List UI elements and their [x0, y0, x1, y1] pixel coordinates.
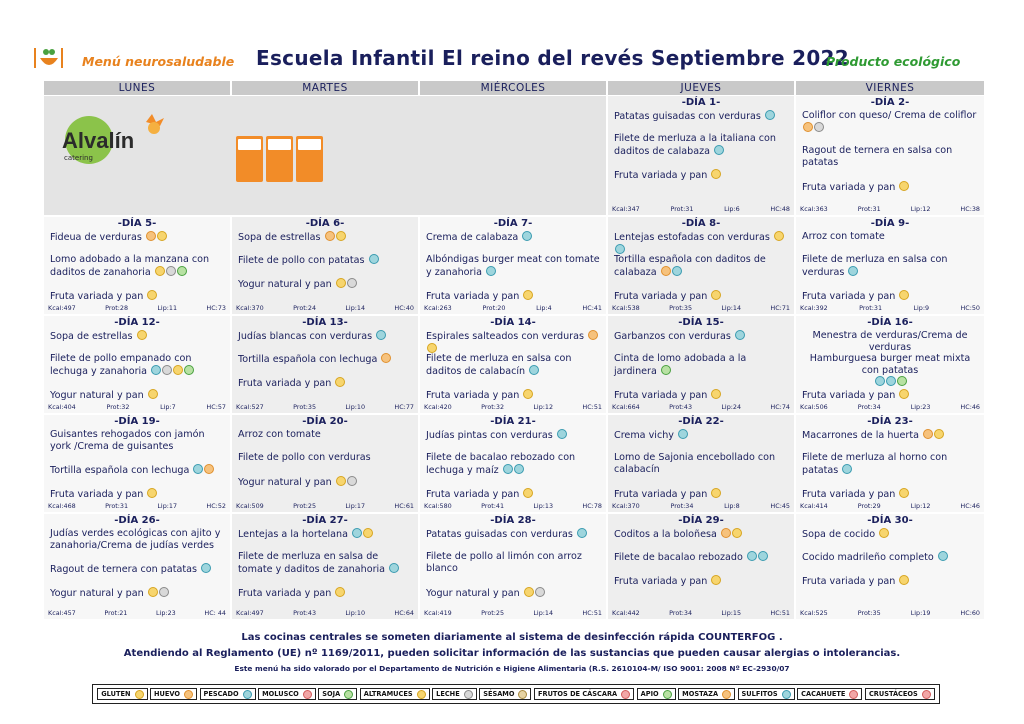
nutrition-row: Kcal:538 Prot:35 Lip:14 HC:71: [612, 304, 790, 312]
dish-2: Hamburguesa burger meat mixta con patatas: [802, 353, 978, 389]
day-cell: [420, 316, 606, 413]
dish-3: Fruta variada y pan: [614, 169, 788, 182]
day-number: -DÍA 27-: [302, 515, 348, 526]
day-cell: [44, 217, 230, 314]
dish-1: Judías verdes ecológicas con ajito y zanahoria/Crema de judías verdes: [50, 528, 221, 551]
dish-2: Filete de bacalao rebozado con lechuga y maíz: [426, 452, 576, 476]
fish-allergen-icon: [503, 464, 513, 474]
legend-fish: PESCADO: [200, 688, 256, 700]
nutrition-row: Kcal:457 Prot:21 Lip:23 HC: 44: [48, 609, 226, 617]
gluten-allergen-icon: [157, 231, 167, 241]
egg-allergen-icon: [721, 528, 731, 538]
dish-3: Fruta variada y pan: [802, 575, 978, 588]
day-number: -DÍA 5-: [117, 218, 157, 229]
egg-icon: [184, 690, 193, 699]
dish-1: Coliflor con queso/ Crema de coliflor: [802, 110, 978, 134]
day-cell: [44, 415, 230, 512]
day-cell: [420, 217, 606, 314]
gluten-allergen-icon: [148, 587, 158, 597]
day-number: -DÍA 22-: [678, 416, 724, 427]
soy-allergen-icon: [177, 266, 187, 276]
fish-allergen-icon: [151, 365, 161, 375]
egg-allergen-icon: [588, 330, 598, 340]
day-number: -DÍA 13-: [302, 317, 348, 328]
day-number: -DÍA 28-: [490, 515, 536, 526]
crustaceans-icon: [922, 690, 931, 699]
dish-1: Lentejas a la hortelana: [238, 528, 412, 541]
gluten-allergen-icon: [336, 231, 346, 241]
day-number: -DÍA 21-: [490, 416, 536, 427]
gluten-allergen-icon: [137, 330, 147, 340]
fish-allergen-icon: [577, 528, 587, 538]
day-number: -DÍA 30-: [867, 515, 913, 526]
day-number: -DÍA 19-: [114, 416, 160, 427]
legend-gluten: GLUTEN: [97, 688, 147, 700]
nutrition-department-note: Este menú ha sido valorado por el Departamento de Nutrición e Higiene Alimentaria (R.S. 2610104-M/ ISO 9001: 2008 Nº EC-2930/07: [234, 664, 790, 673]
dish-3: Yogur natural y pan: [238, 278, 412, 291]
day-cell: [608, 217, 794, 314]
applus-badge: [236, 136, 263, 182]
gluten-allergen-icon: [147, 488, 157, 498]
gluten-allergen-icon: [155, 266, 165, 276]
day-number: -DÍA 16-: [867, 317, 913, 328]
dish-2: Ragout de ternera en salsa con patatas: [802, 145, 953, 168]
day-cell: [608, 316, 794, 413]
dish-3: Fruta variada y pan: [426, 290, 600, 303]
gluten-allergen-icon: [899, 575, 909, 585]
dish-1: Sopa de estrellas: [238, 231, 412, 244]
fish-allergen-icon: [842, 464, 852, 474]
soy-allergen-icon: [184, 365, 194, 375]
fish-allergen-icon: [193, 464, 203, 474]
dish-1: Fideua de verduras: [50, 231, 224, 244]
day-cell: [44, 316, 230, 413]
legend-milk: LECHE: [432, 688, 477, 700]
peanut-icon: [849, 690, 858, 699]
fish-allergen-icon: [938, 551, 948, 561]
nutrition-row: Kcal:506 Prot:34 Lip:23 HC:46: [800, 403, 980, 411]
dish-1: Patatas guisadas con verduras: [614, 110, 788, 123]
menu-header: [30, 42, 980, 82]
day-cell: [608, 415, 794, 512]
fish-allergen-icon: [529, 365, 539, 375]
dish-2: Cinta de lomo adobada a la jardinera: [614, 353, 747, 377]
gluten-allergen-icon: [732, 528, 742, 538]
dish-1: Crema vichy: [614, 429, 788, 442]
day-cell: [796, 217, 984, 314]
dish-3: Fruta variada y pan: [614, 389, 788, 402]
dish-2: Filete de bacalao rebozado: [614, 551, 788, 564]
nutrition-row: Kcal:527 Prot:35 Lip:10 HC:77: [236, 403, 414, 411]
dish-1: Sopa de estrellas: [50, 330, 224, 343]
dish-1: Arroz con tomate: [238, 429, 321, 440]
day-number: -DÍA 26-: [114, 515, 160, 526]
milk-allergen-icon: [162, 365, 172, 375]
fish-allergen-icon: [615, 244, 625, 254]
day-number: -DÍA 8-: [681, 218, 721, 229]
fish-allergen-icon: [672, 266, 682, 276]
nutrition-row: Kcal:497 Prot:43 Lip:10 HC:64: [236, 609, 414, 617]
nutrition-row: Kcal:664 Prot:43 Lip:24 HC:74: [612, 403, 790, 411]
disinfection-note: Las cocinas centrales se someten diariamente al sistema de desinfección rápida COUNTERFOG .: [241, 632, 783, 643]
legend-peanut: CACAHUETE: [797, 688, 862, 700]
dish-2: Filete de pollo al limón con arroz blanco: [426, 551, 582, 574]
left-subtitle: Menú neurosaludable: [82, 54, 235, 69]
day-header-tuesday: MARTES: [232, 81, 418, 95]
dish-3: Yogur natural y pan: [50, 587, 224, 600]
dish-2: Ragout de ternera con patatas: [50, 563, 224, 576]
gluten-allergen-icon: [899, 488, 909, 498]
gluten-allergen-icon: [523, 488, 533, 498]
milk-allergen-icon: [166, 266, 176, 276]
dish-3: Yogur natural y pan: [426, 587, 600, 600]
fish-icon: [243, 690, 252, 699]
celery-icon: [663, 690, 672, 699]
fish-allergen-icon: [389, 563, 399, 573]
gluten-allergen-icon: [899, 389, 909, 399]
dish-2: Filete de merluza en salsa con verduras: [802, 254, 948, 278]
applus-badge: [296, 136, 323, 182]
fish-allergen-icon: [758, 551, 768, 561]
fish-allergen-icon: [765, 110, 775, 120]
sesame-icon: [518, 690, 527, 699]
nutrition-row: Kcal:509 Prot:25 Lip:17 HC:61: [236, 502, 414, 510]
nutrition-row: Kcal:370 Prot:34 Lip:8 HC:45: [612, 502, 790, 510]
dish-1: Menestra de verduras/Crema de verduras: [812, 330, 968, 353]
soy-allergen-icon: [661, 365, 671, 375]
gluten-allergen-icon: [148, 389, 158, 399]
nutrition-row: Kcal:420 Prot:32 Lip:12 HC:51: [424, 403, 602, 411]
menu-grid: [44, 81, 984, 619]
nutrition-row: Kcal:392 Prot:31 Lip:9 HC:50: [800, 304, 980, 312]
dish-3: Fruta variada y pan: [614, 290, 788, 303]
day-number: -DÍA 15-: [678, 317, 724, 328]
fish-allergen-icon: [735, 330, 745, 340]
gluten-allergen-icon: [899, 181, 909, 191]
dish-2: Lomo de Sajonia encebollado con calabacín: [614, 452, 776, 475]
dish-2: Filete de merluza a la italiana con daditos de calabaza: [614, 133, 776, 157]
fish-allergen-icon: [714, 145, 724, 155]
gluten-allergen-icon: [711, 290, 721, 300]
dish-1: Espirales salteados con verduras: [426, 330, 600, 355]
dish-1: Coditos a la boloñesa: [614, 528, 788, 541]
egg-allergen-icon: [381, 353, 391, 363]
fish-allergen-icon: [886, 376, 896, 386]
milk-allergen-icon: [814, 122, 824, 132]
dish-3: Fruta variada y pan: [50, 488, 224, 501]
nutrition-row: Kcal:363 Prot:31 Lip:12 HC:38: [800, 205, 980, 213]
dish-2: Filete de merluza en salsa con daditos de calabacín: [426, 353, 572, 377]
day-cell: [608, 96, 794, 215]
lupin-icon: [417, 690, 426, 699]
legend-mollusc: MOLUSCO: [258, 688, 316, 700]
nutrition-row: Kcal:263 Prot:20 Lip:4 HC:41: [424, 304, 602, 312]
day-cell: [796, 514, 984, 619]
dish-1: Macarrones de la huerta: [802, 429, 978, 442]
day-number: -DÍA 29-: [678, 515, 724, 526]
dish-3: Yogur natural y pan: [50, 389, 224, 402]
gluten-icon: [135, 690, 144, 699]
soy-icon: [344, 690, 353, 699]
dish-3: Fruta variada y pan: [802, 290, 978, 303]
dish-2: Filete de pollo con verduras: [238, 452, 371, 463]
day-cell: [796, 316, 984, 413]
right-subtitle: Producto ecológico: [826, 54, 961, 69]
dish-1: Judías pintas con verduras: [426, 429, 600, 442]
legend-soy: SOJA: [318, 688, 357, 700]
sulphites-icon: [782, 690, 791, 699]
gluten-allergen-icon: [899, 290, 909, 300]
nutrition-row: Kcal:370 Prot:24 Lip:14 HC:40: [236, 304, 414, 312]
day-cell: [44, 514, 230, 619]
nutrition-row: Kcal:525 Prot:35 Lip:19 HC:60: [800, 609, 980, 617]
day-number: -DÍA 1-: [681, 97, 721, 108]
nutrition-row: Kcal:497 Prot:28 Lip:11 HC:73: [48, 304, 226, 312]
day-cell: [796, 415, 984, 512]
dish-1: Guisantes rehogados con jamón york /Crema de guisantes: [50, 429, 205, 452]
gluten-allergen-icon: [711, 575, 721, 585]
day-cell: [232, 316, 418, 413]
day-number: -DÍA 23-: [867, 416, 913, 427]
day-number: -DÍA 12-: [114, 317, 160, 328]
fish-allergen-icon: [522, 231, 532, 241]
allergen-legend: [92, 684, 940, 704]
legend-egg: HUEVO: [150, 688, 197, 700]
dish-2: Cocido madrileño completo: [802, 551, 978, 564]
dish-3: Fruta variada y pan: [614, 488, 788, 501]
nutrition-row: Kcal:414 Prot:29 Lip:12 HC:46: [800, 502, 980, 510]
mollusc-icon: [303, 690, 312, 699]
day-cell: [420, 415, 606, 512]
day-header-friday: VIERNES: [796, 81, 984, 95]
nutrition-row: Kcal:419 Prot:25 Lip:14 HC:51: [424, 609, 602, 617]
mustard-icon: [722, 690, 731, 699]
fish-allergen-icon: [201, 563, 211, 573]
legend-sesame: SÉSAMO: [479, 688, 531, 700]
day-header-wednesday: MIÉRCOLES: [420, 81, 606, 95]
gluten-allergen-icon: [335, 587, 345, 597]
dish-3: Fruta variada y pan: [238, 587, 412, 600]
dish-1: Patatas guisadas con verduras: [426, 528, 600, 541]
dish-2: Albóndigas burger meat con tomate y zanahoria: [426, 254, 600, 278]
soy-allergen-icon: [897, 376, 907, 386]
alvalin-sub: catering: [64, 154, 93, 162]
cutlery-bowl-icon: [32, 46, 66, 72]
dish-2: Tortilla española con daditos de calabaza: [614, 254, 766, 278]
dish-3: Fruta variada y pan: [50, 290, 224, 303]
day-cell: [232, 514, 418, 619]
fish-allergen-icon: [369, 254, 379, 264]
dish-1: Judías blancas con verduras: [238, 330, 412, 343]
gluten-allergen-icon: [173, 365, 183, 375]
egg-allergen-icon: [204, 464, 214, 474]
day-cell: [796, 96, 984, 215]
day-number: -DÍA 2-: [870, 97, 910, 108]
dish-3: Fruta variada y pan: [802, 181, 978, 194]
dish-1: Arroz con tomate: [802, 231, 885, 242]
nutrition-row: Kcal:580 Prot:41 Lip:13 HC:78: [424, 502, 602, 510]
fish-allergen-icon: [486, 266, 496, 276]
fish-allergen-icon: [747, 551, 757, 561]
legend-celery: APIO: [637, 688, 676, 700]
dish-2: Tortilla española con lechuga: [238, 353, 412, 366]
dish-3: Fruta variada y pan: [802, 488, 978, 501]
egg-allergen-icon: [923, 429, 933, 439]
milk-allergen-icon: [159, 587, 169, 597]
gluten-allergen-icon: [774, 231, 784, 241]
egg-allergen-icon: [661, 266, 671, 276]
milk-allergen-icon: [347, 278, 357, 288]
gluten-allergen-icon: [335, 377, 345, 387]
legend-crustaceans: CRUSTÁCEOS: [865, 688, 935, 700]
gluten-allergen-icon: [523, 389, 533, 399]
fish-allergen-icon: [514, 464, 524, 474]
gluten-allergen-icon: [524, 587, 534, 597]
day-cell: [232, 217, 418, 314]
nutrition-row: Kcal:442 Prot:34 Lip:15 HC:51: [612, 609, 790, 617]
regulation-note: Atendiendo al Reglamento (UE) nº 1169/2011, pueden solicitar información de las sustancias que pueden causar alergias o intolerancias.: [123, 648, 901, 659]
gluten-allergen-icon: [711, 488, 721, 498]
legend-mustard: MOSTAZA: [678, 688, 735, 700]
day-number: -DÍA 9-: [870, 218, 910, 229]
dish-3: Fruta variada y pan: [238, 377, 412, 390]
dish-3: Fruta variada y pan: [614, 575, 788, 588]
gluten-allergen-icon: [363, 528, 373, 538]
dish-3: Fruta variada y pan: [802, 389, 978, 402]
fish-allergen-icon: [352, 528, 362, 538]
gluten-allergen-icon: [336, 278, 346, 288]
milk-allergen-icon: [347, 476, 357, 486]
gluten-allergen-icon: [711, 169, 721, 179]
fish-allergen-icon: [557, 429, 567, 439]
day-number: -DÍA 14-: [490, 317, 536, 328]
gluten-allergen-icon: [879, 528, 889, 538]
nutrition-row: Kcal:404 Prot:32 Lip:7 HC:57: [48, 403, 226, 411]
nutrition-row: Kcal:468 Prot:31 Lip:17 HC:52: [48, 502, 226, 510]
legend-lupin: ALTRAMUCES: [360, 688, 430, 700]
day-header-thursday: JUEVES: [608, 81, 794, 95]
dish-2: Lomo adobado a la manzana con daditos de zanahoria: [50, 254, 210, 278]
egg-allergen-icon: [325, 231, 335, 241]
gluten-allergen-icon: [336, 476, 346, 486]
gluten-allergen-icon: [523, 290, 533, 300]
day-cell: [608, 514, 794, 619]
legend-nuts: FRUTOS DE CÁSCARA: [534, 688, 634, 700]
milk-icon: [464, 690, 473, 699]
dish-2: Filete de pollo empanado con lechuga y zanahoria: [50, 353, 224, 377]
dish-1: Crema de calabaza: [426, 231, 600, 244]
day-cell: [420, 514, 606, 619]
dish-2: Filete de merluza al horno con patatas: [802, 452, 948, 476]
dish-3: Fruta variada y pan: [426, 389, 600, 402]
fish-allergen-icon: [376, 330, 386, 340]
day-header-monday: LUNES: [44, 81, 230, 95]
day-cell: [232, 415, 418, 512]
fish-allergen-icon: [848, 266, 858, 276]
applus-badge: [266, 136, 293, 182]
alvalin-brand: Alvalín: [62, 128, 135, 153]
page-title: Escuela Infantil El reino del revés Septiembre 2022: [256, 46, 849, 70]
fish-allergen-icon: [875, 376, 885, 386]
day-number: -DÍA 20-: [302, 416, 348, 427]
nutrition-row: Kcal:347 Prot:31 Lip:6 HC:48: [612, 205, 790, 213]
dish-2: Filete de merluza en salsa de tomate y daditos de zanahoria: [238, 551, 412, 575]
dish-2: Tortilla española con lechuga: [50, 464, 224, 477]
gluten-allergen-icon: [711, 389, 721, 399]
dish-1: Lentejas estofadas con verduras: [614, 231, 788, 256]
dish-3: Fruta variada y pan: [426, 488, 600, 501]
dish-1: Garbanzos con verduras: [614, 330, 788, 343]
gluten-allergen-icon: [934, 429, 944, 439]
dish-2: Filete de pollo con patatas: [238, 254, 412, 267]
certification-badges: [236, 136, 326, 188]
gluten-allergen-icon: [147, 290, 157, 300]
egg-allergen-icon: [803, 122, 813, 132]
day-number: -DÍA 7-: [493, 218, 533, 229]
dish-3: Yogur natural y pan: [238, 476, 412, 489]
gluten-allergen-icon: [427, 343, 437, 353]
milk-allergen-icon: [535, 587, 545, 597]
fish-allergen-icon: [678, 429, 688, 439]
nuts-icon: [621, 690, 630, 699]
legend-sulphites: SULFITOS: [738, 688, 795, 700]
logo-area: [44, 96, 606, 215]
dish-1: Sopa de cocido: [802, 528, 978, 541]
day-number: -DÍA 6-: [305, 218, 345, 229]
egg-allergen-icon: [146, 231, 156, 241]
